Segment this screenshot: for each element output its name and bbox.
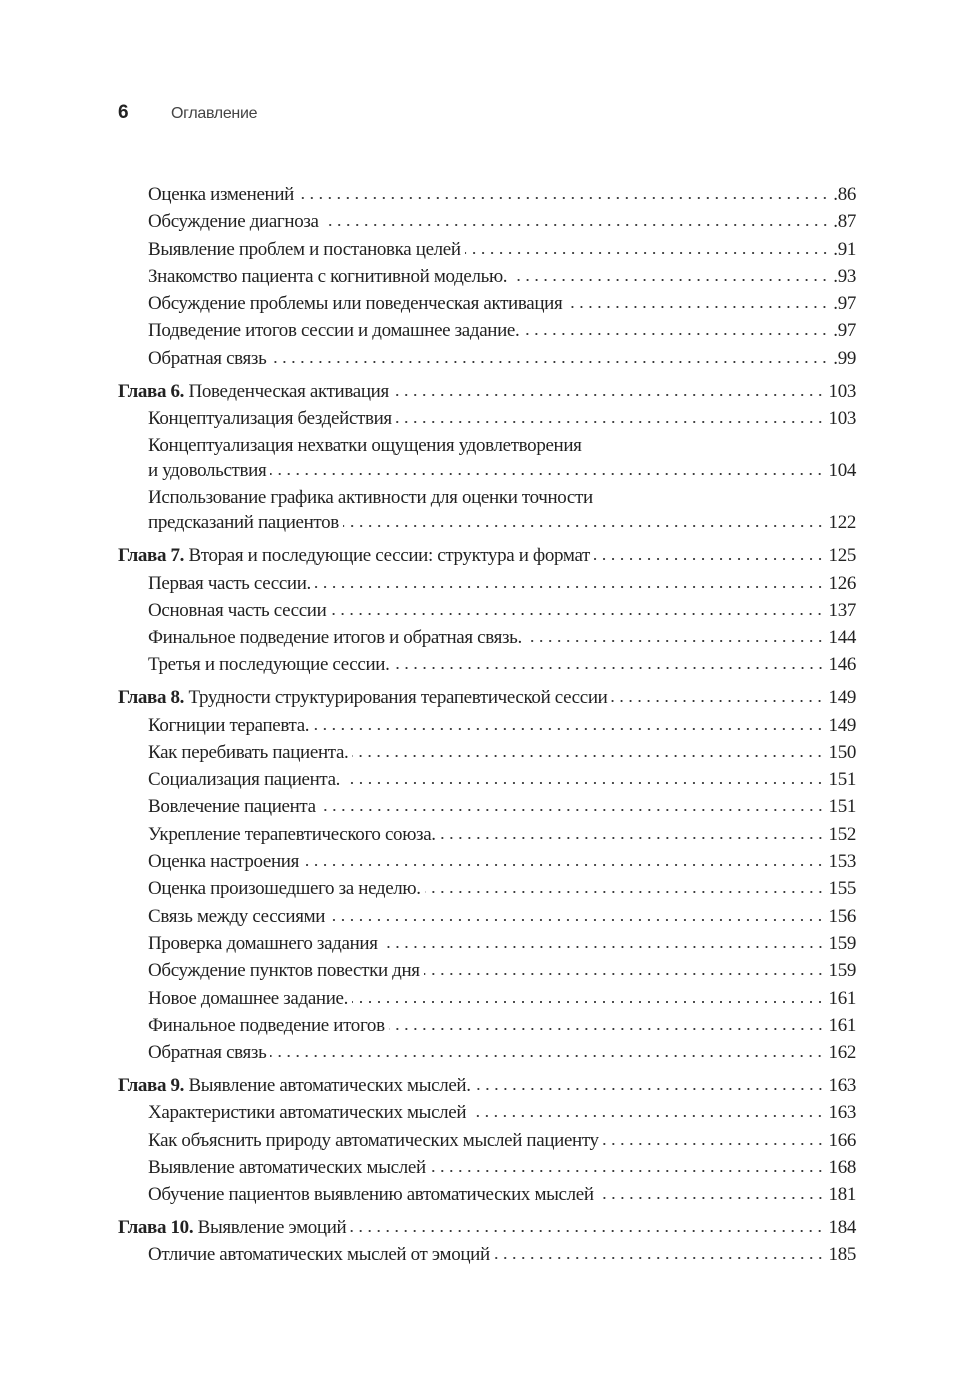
entry-text: Проверка домашнего задания	[148, 932, 378, 954]
toc-page-number: 151	[828, 769, 856, 791]
toc-page-number: .93	[833, 265, 856, 287]
entry-text: Обратная связь	[148, 1042, 267, 1064]
toc-page-number: 125	[828, 545, 856, 567]
dot-leader	[526, 639, 825, 643]
dot-leader	[511, 278, 829, 282]
toc-page-number: 155	[828, 878, 856, 900]
toc-page-number: 181	[828, 1184, 856, 1206]
table-of-contents	[118, 184, 856, 1271]
toc-entry-title	[148, 742, 348, 764]
dot-leader	[470, 1114, 824, 1118]
toc-page-number: 185	[828, 1244, 856, 1266]
toc-entry-title	[148, 1015, 385, 1037]
toc-page-number: 150	[828, 741, 856, 763]
entry-text: Укрепление терапевтического союза.	[148, 823, 436, 845]
dot-leader	[330, 612, 824, 616]
toc-entry-title	[148, 573, 311, 595]
toc-section[interactable]	[118, 211, 856, 238]
dot-leader	[475, 1087, 825, 1091]
dot-leader	[350, 1229, 824, 1233]
entry-text: Финальное подведение итогов и обратная связь.	[148, 627, 522, 649]
entry-text: Оценка настроения	[148, 851, 299, 873]
toc-entry-title	[148, 933, 378, 955]
toc-entry-title	[148, 1244, 490, 1266]
toc-section[interactable]	[118, 266, 856, 293]
chapter-number: Глава 9.	[118, 1074, 185, 1096]
toc-entry-title	[118, 1217, 346, 1239]
dot-leader	[465, 251, 830, 255]
toc-section[interactable]	[118, 1130, 856, 1157]
toc-section[interactable]	[118, 742, 856, 769]
entry-text: Концептуализация бездействия	[148, 407, 392, 429]
entry-text: Третья и последующие сессии.	[148, 654, 390, 676]
entry-text: предсказаний пациентов	[148, 512, 339, 534]
toc-entry-title	[148, 1042, 266, 1064]
dot-leader	[396, 420, 825, 424]
toc-page-number: 159	[828, 932, 856, 954]
toc-page-number: 184	[828, 1216, 856, 1238]
toc-section[interactable]	[118, 408, 856, 435]
dot-leader	[594, 557, 825, 561]
running-header	[118, 102, 257, 124]
dot-leader	[424, 972, 825, 976]
toc-section[interactable]	[118, 1042, 856, 1069]
toc-section[interactable]	[118, 878, 856, 905]
toc-section[interactable]	[118, 460, 856, 487]
entry-text: Как объяснить природу автоматических мыслей пациенту	[148, 1129, 599, 1151]
toc-entry-title	[148, 824, 436, 846]
entry-text: Вовлечение пациента	[148, 796, 316, 818]
entry-text: Выявление автоматических мыслей.	[188, 1074, 471, 1096]
toc-page-number: 168	[828, 1156, 856, 1178]
dot-leader	[303, 863, 825, 867]
toc-entry-title	[148, 408, 392, 430]
entry-text: Обсуждение пунктов повестки дня	[148, 960, 420, 982]
dot-leader	[313, 727, 824, 731]
toc-page-number: .99	[833, 347, 856, 369]
dot-leader	[270, 1054, 824, 1058]
dot-leader	[566, 305, 829, 309]
entry-text: Подведение итогов сессии и домашнее задание.	[148, 320, 520, 342]
dot-leader	[270, 360, 829, 364]
chapter-number: Глава 10.	[118, 1216, 194, 1238]
entry-text: Социализация пациента.	[148, 769, 341, 791]
toc-page-number: 166	[828, 1129, 856, 1151]
toc-section[interactable]	[118, 824, 856, 851]
toc-section[interactable]	[118, 1184, 856, 1211]
toc-entry-title	[148, 851, 299, 873]
toc-entry-title	[148, 769, 340, 791]
toc-chapter[interactable]	[118, 687, 856, 714]
toc-entry-title	[148, 654, 390, 676]
toc-section[interactable]	[118, 906, 856, 933]
entry-text: Обучение пациентов выявлению автоматических мыслей	[148, 1184, 594, 1206]
entry-text: Первая часть сессии.	[148, 572, 311, 594]
toc-chapter[interactable]	[118, 1075, 856, 1102]
toc-section[interactable]	[118, 851, 856, 878]
toc-entry-title	[148, 460, 266, 482]
dot-leader	[598, 1196, 825, 1200]
toc-entry-title	[148, 796, 316, 818]
entry-text: Связь между сессиями	[148, 905, 326, 927]
toc-entry-title	[118, 545, 590, 567]
toc-page-number: 103	[828, 380, 856, 402]
toc-page-number: 152	[828, 823, 856, 845]
toc-section[interactable]	[118, 627, 856, 654]
entry-text: Отличие автоматических мыслей от эмоций	[148, 1244, 490, 1266]
entry-text: Основная часть сессии	[148, 599, 327, 621]
toc-page-number: .87	[833, 211, 856, 233]
entry-text: Обратная связь	[148, 347, 267, 369]
toc-entry-title	[148, 320, 519, 342]
dot-leader	[320, 808, 825, 812]
toc-page-number: .91	[833, 238, 856, 260]
toc-page-number: .97	[833, 293, 856, 315]
dot-leader	[393, 393, 825, 397]
toc-entry-title	[148, 627, 522, 649]
toc-entry-title	[118, 1075, 471, 1097]
entry-text: Выявление эмоций	[197, 1216, 347, 1238]
entry-text: и удовольствия	[148, 460, 267, 482]
entry-text: Выявление автоматических мыслей	[148, 1156, 426, 1178]
toc-page-number: .97	[833, 320, 856, 342]
toc-section[interactable]	[118, 960, 856, 987]
entry-text: Оценка произошедшего за неделю.	[148, 878, 421, 900]
toc-page-number: 149	[828, 714, 856, 736]
toc-entry-title	[148, 348, 266, 370]
toc-page-number: 161	[828, 1014, 856, 1036]
entry-text: Знакомство пациента с когнитивной моделью.	[148, 265, 508, 287]
entry-text: Оценка изменений	[148, 184, 294, 205]
dot-leader	[343, 524, 825, 528]
dot-leader	[611, 699, 824, 703]
toc-section[interactable]	[118, 348, 856, 375]
dot-leader	[352, 1000, 825, 1004]
toc-page-number: 159	[828, 960, 856, 982]
toc-entry-title	[148, 878, 421, 900]
dot-leader	[425, 890, 825, 894]
dot-leader	[394, 666, 825, 670]
toc-section[interactable]	[118, 184, 856, 211]
toc-entry-title	[148, 1184, 594, 1206]
toc-entry-title	[148, 293, 562, 315]
toc-section[interactable]	[118, 1102, 856, 1129]
toc-entry-title	[148, 266, 507, 288]
entry-text: Поведенческая активация	[188, 380, 389, 402]
toc-chapter[interactable]	[118, 381, 856, 408]
toc-section[interactable]	[118, 654, 856, 681]
entry-text: Выявление проблем и постановка целей	[148, 238, 461, 260]
entry-text: Характеристики автоматических мыслей	[148, 1102, 467, 1124]
dot-leader	[523, 332, 829, 336]
entry-text: Когниции терапевта.	[148, 714, 310, 736]
toc-entry-title	[148, 184, 294, 206]
dot-leader	[382, 945, 825, 949]
toc-page-number: 153	[828, 851, 856, 873]
toc-section[interactable]	[118, 293, 856, 320]
toc-page-number: 122	[828, 512, 856, 534]
toc-page-number: .86	[833, 184, 856, 205]
running-title: Оглавление	[171, 105, 258, 122]
toc-entry-title	[148, 211, 319, 233]
toc-page-number: 156	[828, 905, 856, 927]
dot-leader	[298, 196, 829, 200]
toc-entry-first-line: Использование графика активности для оценки точности	[148, 487, 593, 509]
toc-page-number: 163	[828, 1102, 856, 1124]
toc-page-number: 163	[828, 1074, 856, 1096]
dot-leader	[389, 1027, 825, 1031]
toc-entry-title	[148, 960, 420, 982]
entry-text: Обсуждение проблемы или поведенческая активация	[148, 293, 563, 315]
toc-section[interactable]	[118, 573, 856, 600]
toc-page-number: 162	[828, 1042, 856, 1064]
dot-leader	[323, 223, 830, 227]
dot-leader	[315, 585, 825, 589]
toc-section[interactable]	[118, 239, 856, 266]
toc-section[interactable]	[118, 933, 856, 960]
toc-chapter[interactable]	[118, 1217, 856, 1244]
toc-section[interactable]	[118, 1015, 856, 1042]
toc-section[interactable]	[118, 769, 856, 796]
toc-entry-title	[148, 1102, 466, 1124]
toc-entry-title	[148, 239, 461, 261]
toc-page-number: 103	[828, 407, 856, 429]
toc-entry-title	[148, 906, 325, 928]
entry-text: Новое домашнее задание.	[148, 987, 349, 1009]
toc-entry-title	[118, 381, 389, 403]
chapter-number: Глава 7.	[118, 545, 185, 567]
toc-section[interactable]	[118, 715, 856, 742]
entry-text: Вторая и последующие сессии: структура и формат	[188, 545, 590, 567]
entry-text: Как перебивать пациента.	[148, 741, 349, 763]
dot-leader	[352, 754, 824, 758]
toc-page-number: 104	[828, 460, 856, 482]
entry-text: Обсуждение диагноза	[148, 211, 319, 233]
toc-page-number: 146	[828, 654, 856, 676]
dot-leader	[430, 1169, 825, 1173]
dot-leader	[440, 836, 825, 840]
page-number: 6	[118, 102, 129, 123]
toc-entry-title	[148, 988, 348, 1010]
toc-entry-title	[148, 1130, 599, 1152]
entry-text: Трудности структурирования терапевтической сессии	[188, 687, 608, 709]
toc-entry-title	[148, 715, 309, 737]
dot-leader	[329, 918, 824, 922]
toc-entry-title	[148, 1157, 426, 1179]
toc-section[interactable]	[118, 512, 856, 539]
toc-page-number: 126	[828, 572, 856, 594]
toc-entry-title	[148, 512, 339, 534]
entry-text: Финальное подведение итогов	[148, 1014, 385, 1036]
toc-section[interactable]	[118, 1157, 856, 1184]
dot-leader	[344, 781, 824, 785]
toc-chapter[interactable]	[118, 545, 856, 572]
toc-page-number: 137	[828, 599, 856, 621]
toc-section[interactable]	[118, 600, 856, 627]
dot-leader	[494, 1256, 825, 1260]
dot-leader	[603, 1142, 825, 1146]
toc-page-number: 151	[828, 796, 856, 818]
toc-entry-first-line: Концептуализация нехватки ощущения удовлетворения	[148, 435, 582, 457]
toc-section[interactable]	[118, 796, 856, 823]
toc-page-number: 149	[828, 687, 856, 709]
toc-section[interactable]	[118, 988, 856, 1015]
chapter-number: Глава 6.	[118, 380, 185, 402]
toc-section[interactable]	[118, 1244, 856, 1271]
dot-leader	[270, 472, 824, 476]
toc-page-number: 161	[828, 987, 856, 1009]
toc-page-number: 144	[828, 627, 856, 649]
toc-entry-title	[118, 687, 607, 709]
toc-section[interactable]	[118, 320, 856, 347]
chapter-number: Глава 8.	[118, 687, 185, 709]
toc-entry-title	[148, 600, 326, 622]
